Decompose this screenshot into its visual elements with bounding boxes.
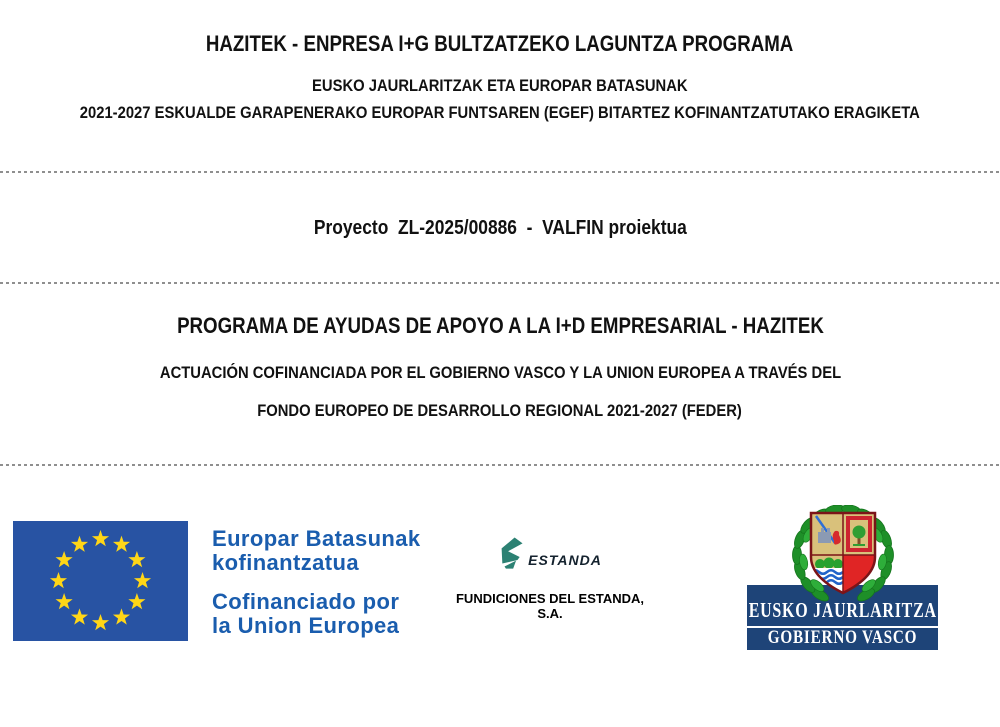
- dotted-separator-1: [0, 171, 1000, 173]
- eu-wordmark-line-3: Cofinanciado por: [212, 589, 400, 614]
- eu-flag-icon: [13, 521, 188, 641]
- shield-quadrants: [811, 513, 875, 595]
- estanda-company-line-2: S.A.: [537, 606, 563, 621]
- estanda-icon: [498, 534, 524, 570]
- eu-wordmark-line-1: Europar Batasunak: [212, 526, 421, 551]
- page-title-text: HAZITEK - ENPRESA I+G BULTZATZEKO LAGUNTZA PROGRAMA: [206, 31, 794, 56]
- dotted-separator-3: [0, 464, 1000, 466]
- eu-wordmark-line-2: kofinantzatua: [212, 550, 359, 575]
- subtitle-line-1: [0, 76, 1000, 96]
- eu-wordmark-line-4: la Union Europea: [212, 613, 400, 638]
- program-title-text: PROGRAMA DE AYUDAS DE APOYO A LA I+D EMPRESARIAL - HAZITEK: [176, 313, 824, 338]
- estanda-logo-block: [450, 534, 650, 621]
- page-title: [0, 31, 1000, 57]
- program-line-1: [0, 363, 1000, 383]
- dotted-separator-2: [0, 282, 1000, 284]
- banner-text-spanish: GOBIERNO VASCO: [767, 627, 918, 648]
- estanda-company-name: [450, 591, 650, 621]
- banner-text-basque: EUSKO JAURLARITZA: [748, 598, 937, 622]
- basque-government-logo: [747, 505, 938, 655]
- program-title: [0, 313, 1000, 339]
- program-line-2: [0, 401, 1000, 421]
- subtitle-line-1-text: EUSKO JAURLARITZAK ETA EUROPAR BATASUNAK: [312, 76, 688, 95]
- estanda-company-line-1: FUNDICIONES DEL ESTANDA,: [455, 591, 645, 606]
- eu-wordmark-basque: [212, 527, 421, 575]
- basque-coat-of-arms-icon: [777, 505, 909, 607]
- program-line-1-text: ACTUACIÓN COFINANCIADA POR EL GOBIERNO VASCO Y LA UNION EUROPEA A TRAVÉS DEL: [159, 363, 841, 382]
- subtitle-line-2-text: 2021-2027 ESKUALDE GARAPENERAKO EUROPAR FUNTSAREN (EGEF) BITARTEZ KOFINANTZATUTAKO ERAGIKETA: [79, 103, 921, 122]
- estanda-brand-row: [450, 534, 650, 570]
- eu-cofunding-wordmark: [212, 527, 421, 638]
- subtitle-line-2: [0, 103, 1000, 123]
- banner-row-spanish: [747, 628, 938, 648]
- project-line: [0, 217, 1000, 240]
- project-line-text: Proyecto ZL-2025/00886 - VALFIN proiektua: [313, 217, 687, 239]
- estanda-brand-text: ESTANDA: [528, 552, 602, 568]
- eu-wordmark-spanish: [212, 590, 421, 638]
- program-line-2-text: FONDO EUROPEO DE DESARROLLO REGIONAL 2021-2027 (FEDER): [257, 401, 743, 420]
